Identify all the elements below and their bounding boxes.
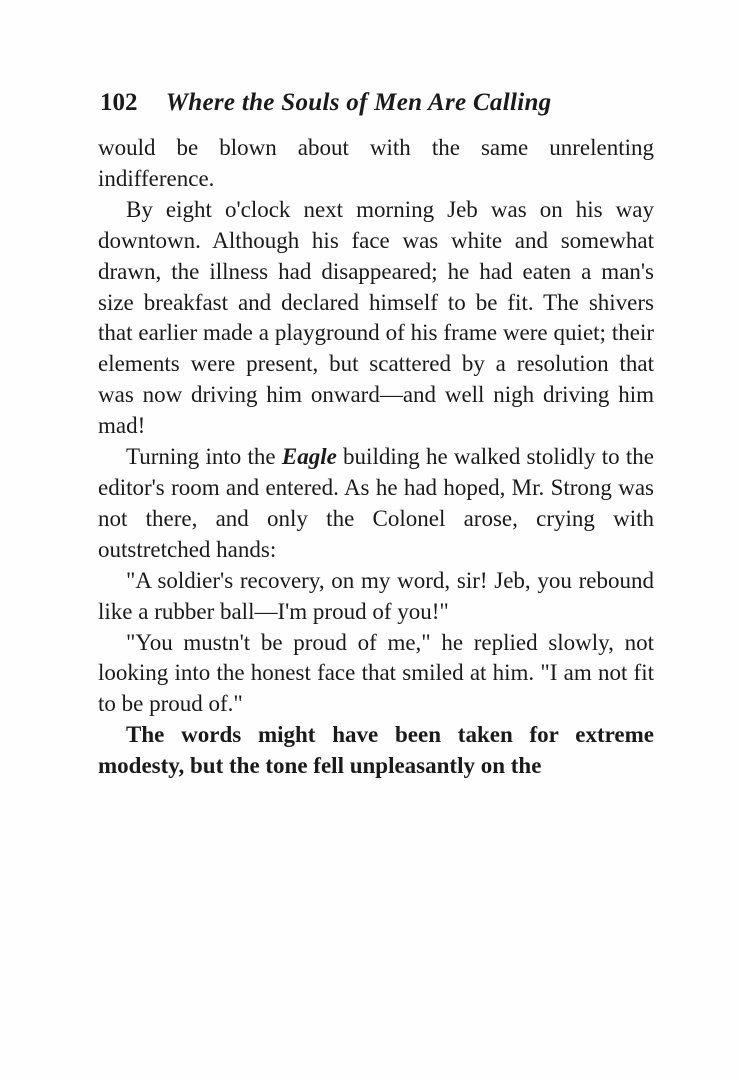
running-title: Where the Souls of Men Are Calling (165, 89, 552, 116)
paragraph-3-rest: building he walked stolidly to the editor's room and entered. As he had hoped, Mr. Strong was not there, and only the Colonel arose, crying with outstretched hands: (98, 444, 655, 562)
paragraph-2: By eight o'clock next morning Jeb was on his way downtown. Although his face was white and somewhat drawn, the illness had disappeared; he had eaten a man's size breakfast and declared himself to be fit. The shivers that earlier made a playground of his frame were quiet; their elements were present, but scattered by a resolution that was now driving him onward—and well nigh driving him mad! (98, 196, 654, 439)
paragraph-6: The words might have been taken for extreme modesty, but the tone fell unpleasantly on the (98, 722, 654, 779)
paragraph-3 (98, 442, 654, 566)
paragraph-3-start: Turning into the (126, 444, 282, 470)
paragraph-4: "A soldier's recovery, on my word, sir! Jeb, you rebound like a rubber ball—I'm proud of you!" (98, 567, 654, 624)
page-header (100, 86, 660, 120)
newspaper-name: Eagle (281, 444, 337, 470)
body-text (98, 133, 654, 782)
paragraph-5: "You mustn't be proud of me," he replied slowly, not looking into the honest face that smiled at him. "I am not fit to be proud of." (98, 629, 654, 717)
page-number: 102 (100, 89, 138, 116)
paragraph-1: would be blown about with the same unrelenting indifference. (98, 135, 654, 191)
